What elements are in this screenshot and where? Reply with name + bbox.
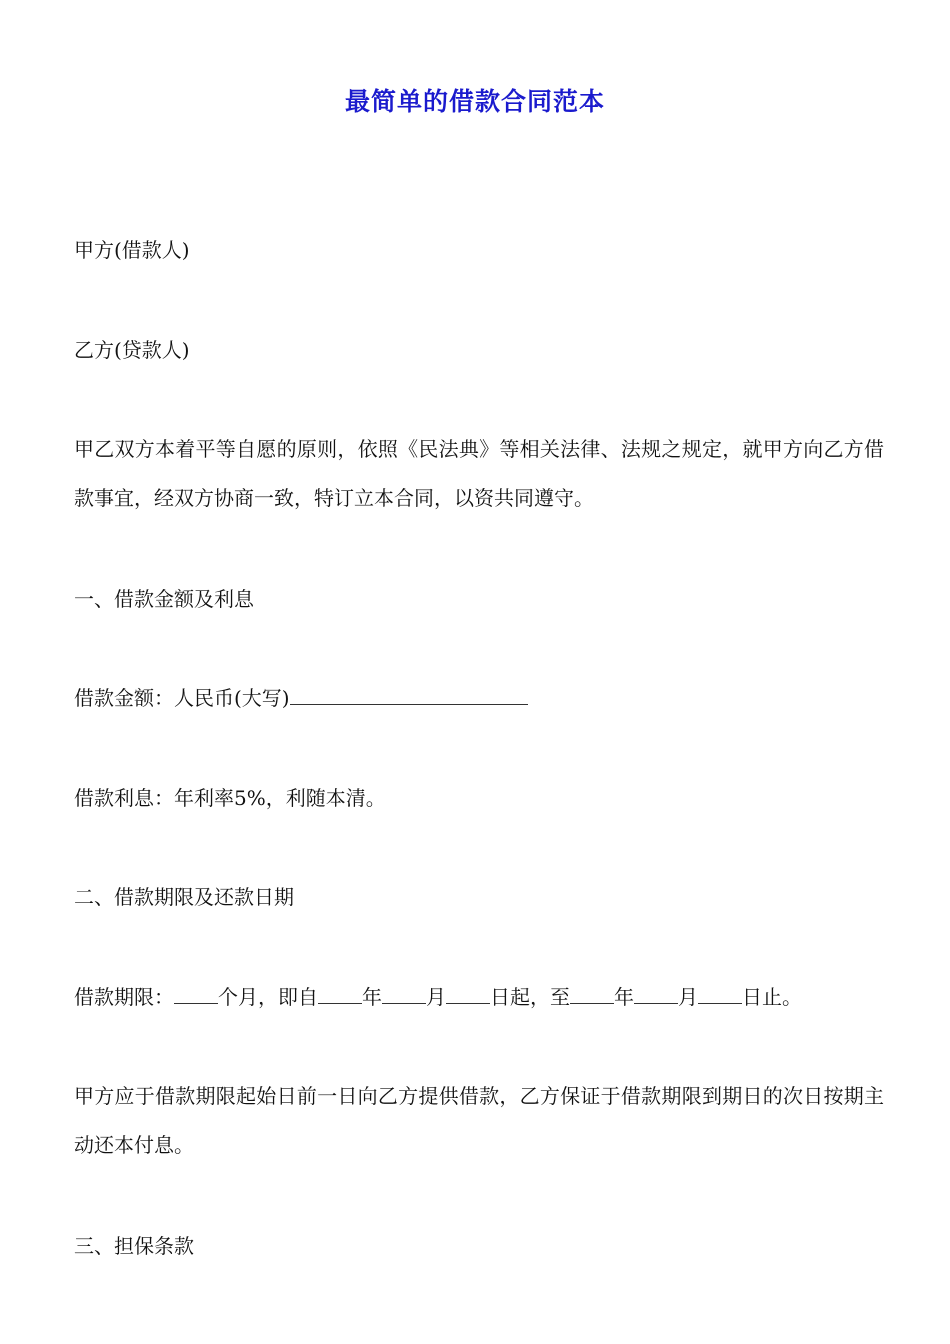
term-year1-text: 年 <box>362 985 382 1009</box>
amount-line <box>74 674 880 722</box>
term-line <box>74 973 880 1021</box>
section-2-heading: 二、借款期限及还款日期 <box>74 885 294 909</box>
end-year-blank[interactable] <box>570 985 614 1004</box>
document-title: 最简单的借款合同范本 <box>344 87 605 116</box>
start-day-blank[interactable] <box>446 985 490 1004</box>
section-1-heading: 一、借款金额及利息 <box>74 587 254 611</box>
interest-line: 借款利息：年利率5%，利随本清。 <box>74 786 386 810</box>
start-year-blank[interactable] <box>318 985 362 1004</box>
months-blank[interactable] <box>174 985 218 1004</box>
term-year2-text: 年 <box>614 985 634 1009</box>
term-month1-text: 月 <box>426 985 446 1009</box>
repayment-paragraph: 甲方应于借款期限起始日前一日向乙方提供借款，乙方保证于借款期限到期日的次日按期主动还本付息。 <box>74 1084 884 1157</box>
section-3-heading: 三、担保条款 <box>74 1234 194 1258</box>
term-month2-text: 月 <box>678 985 698 1009</box>
term-day1-text: 日起，至 <box>490 985 570 1009</box>
end-month-blank[interactable] <box>634 985 678 1004</box>
term-months-text: 个月，即自 <box>218 985 318 1009</box>
term-day2-text: 日止。 <box>742 985 802 1009</box>
end-day-blank[interactable] <box>698 985 742 1004</box>
amount-blank[interactable] <box>290 686 528 705</box>
start-month-blank[interactable] <box>382 985 426 1004</box>
party-b-label: 乙方(贷款人) <box>74 338 190 362</box>
party-a-label: 甲方(借款人) <box>74 238 190 262</box>
amount-label: 借款金额：人民币(大写) <box>74 686 290 710</box>
intro-paragraph: 甲乙双方本着平等自愿的原则，依照《民法典》等相关法律、法规之规定，就甲方向乙方借款事宜，经双方协商一致，特订立本合同，以资共同遵守。 <box>74 437 884 510</box>
term-prefix: 借款期限： <box>74 985 174 1009</box>
